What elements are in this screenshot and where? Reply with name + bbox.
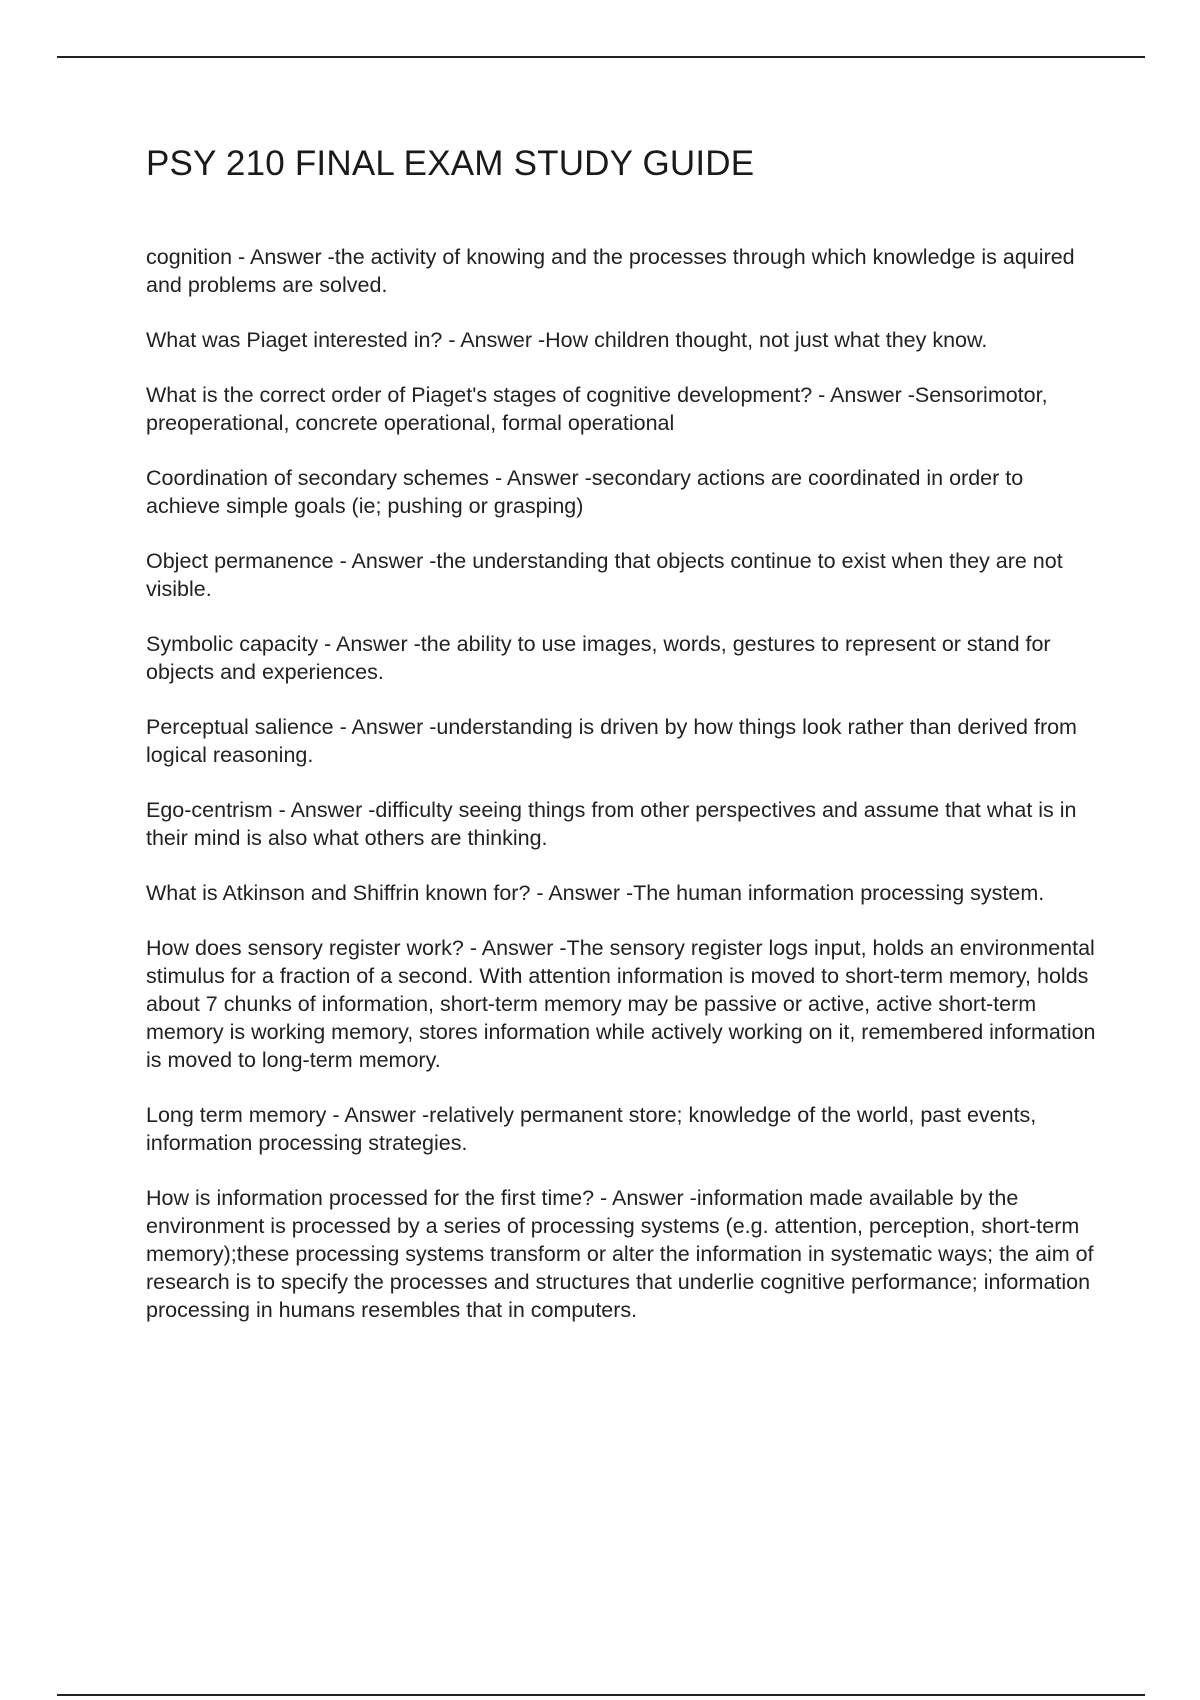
entry-symbolic-capacity: Symbolic capacity - Answer -the ability to use images, words, gestures to represent or stand for objects and experiences. [146,632,1051,684]
entry-atkinson-shiffrin: What is Atkinson and Shiffrin known for? - Answer -The human information processing system. [146,881,1045,905]
entry-cognition: cognition - Answer -the activity of knowing and the processes through which knowledge is aquired and problems are solved. [146,245,1075,297]
entry-object-permanence: Object permanence - Answer -the understanding that objects continue to exist when they are not visible. [146,549,1063,601]
entry-information-processing: How is information processed for the first time? - Answer -information made available by the environment is processed by a series of processing systems (e.g. attention, perception, short-term memory);these processing systems transform or alter the information in systematic ways; the aim of research is to specify the processes and structures that underlie cognitive performance; information processing in humans resembles that in computers. [146,1186,1094,1322]
entry-ego-centrism: Ego-centrism - Answer -difficulty seeing things from other perspectives and assume that what is in their mind is also what others are thinking. [146,798,1077,850]
entry-long-term-memory: Long term memory - Answer -relatively permanent store; knowledge of the world, past events, information processing strategies. [146,1103,1037,1155]
top-divider [57,56,1145,58]
entry-perceptual-salience: Perceptual salience - Answer -understanding is driven by how things look rather than derived from logical reasoning. [146,715,1077,767]
entry-secondary-schemes: Coordination of secondary schemes - Answer -secondary actions are coordinated in order to achieve simple goals (ie; pushing or grasping) [146,466,1024,518]
entry-piaget-stages: What is the correct order of Piaget's stages of cognitive development? - Answer -Sensorimotor, preoperational, concrete operational, formal operational [146,383,1048,435]
entry-sensory-register: How does sensory register work? - Answer -The sensory register logs input, holds an environmental stimulus for a fraction of a second. With attention information is moved to short-term memory, holds about 7 chunks of information, short-term memory may be passive or active, active short-term memory is working memory, stores information while actively working on it, remembered information is moved to long-term memory. [146,936,1096,1072]
page-title: PSY 210 FINAL EXAM STUDY GUIDE [146,144,755,183]
entry-piaget-interest: What was Piaget interested in? - Answer -How children thought, not just what they know. [146,328,988,352]
study-guide-entries [146,243,1096,1351]
bottom-divider [57,1694,1145,1696]
